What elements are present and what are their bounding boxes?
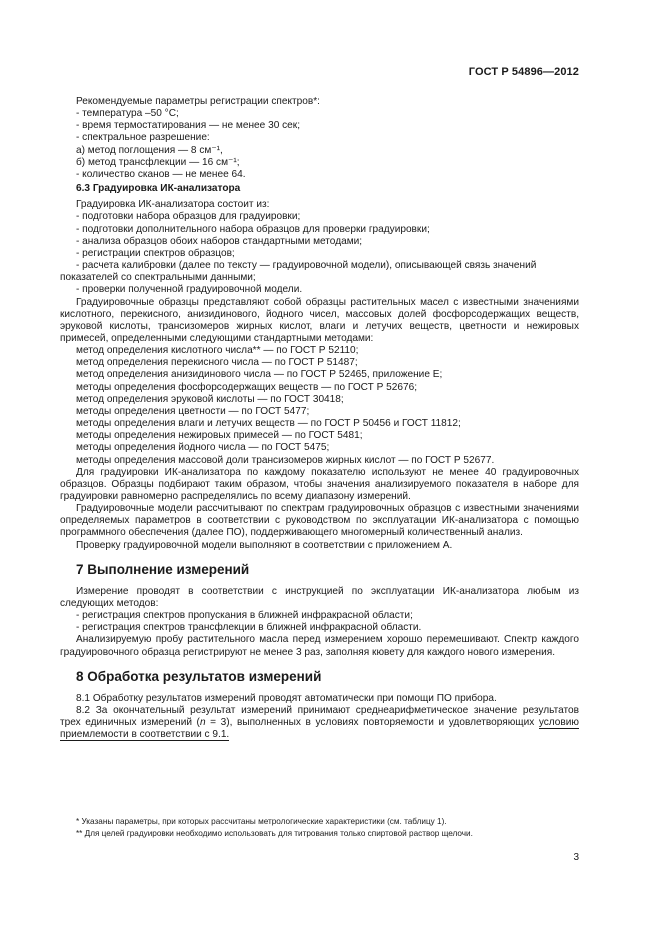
standard-methods-list — [60, 345, 579, 467]
calibration-step-item: - регистрации спектров образцов; — [76, 247, 235, 259]
footnote-2: ** Для целей градуировки необходимо использовать для титрования только спиртовой раствор щелочи. — [76, 828, 473, 838]
paragraph-8-2-n: n — [199, 717, 206, 729]
params-item: б) метод трансфлекции — 16 см⁻¹; — [76, 156, 240, 168]
standard-method-item: методы определения нежировых примесей — по ГОСТ 5481; — [76, 430, 363, 442]
paragraph-8-1: 8.1 Обработку результатов измерений проводят автоматически при помощи ПО прибора. — [76, 692, 497, 704]
calibration-step-item: - проверки полученной градуировочной модели. — [76, 284, 303, 296]
measurement-method-item: - регистрация спектров пропускания в ближней инфракрасной области; — [76, 610, 413, 622]
section-7-intro: Измерение проводят в соответствии с инструкцией по эксплуатации ИК-анализатора любым из следующих методов: — [60, 585, 579, 609]
calibration-samples-paragraph: Градуировочные образцы представляют собой образцы растительных масел с известными значениями кислотного, перекисного, анизидинового, йодного чисел, массовых долей фосфорсодержащих веществ, эруковой кислоты, трансизомеров жирных кислот, влаги и летучих веществ, цветности и нежировых примесей, определенными следующими стандартными методами: — [60, 296, 579, 344]
document-code: ГОСТ Р 54896—2012 — [468, 66, 579, 78]
section-6-3-intro: Градуировка ИК-анализатора состоит из: — [76, 199, 270, 211]
footnotes — [60, 816, 579, 839]
standard-method-item: метод определения эруковой кислоты — по ГОСТ 30418; — [76, 393, 344, 405]
calibration-steps-list — [60, 211, 579, 296]
paragraph-8-2 — [60, 705, 579, 741]
paragraph-8-2-part-a: 8.2 За окончательный результат измерений принимают среднеарифметическое значение результатов трех единичных измерений ( — [60, 704, 579, 729]
params-item: - температура –50 °С; — [76, 108, 179, 120]
calibration-step-item: - расчета калибровки (далее по тексту — градуировочной модели), описывающей связь значений показателей со спектральными данными; — [60, 260, 537, 284]
paragraph-8-2-part-c: условию приемлемости в соответствии с 9.1. — [60, 717, 579, 741]
calibration-models-paragraph: Градуировочные модели рассчитывают по спектрам градуировочных образцов с известными значениями определяемых параметров в соответствии с руководством по эксплуатации ИК-анализатора с помощью программного обеспечения (далее ПО), поддерживающего многомерный количественный анализ. — [60, 503, 579, 539]
calibration-step-item: - подготовки дополнительного набора образцов для проверки градуировки; — [76, 223, 430, 235]
params-title: Рекомендуемые параметры регистрации спектров*: — [76, 96, 320, 107]
params-list — [60, 108, 579, 181]
calibration-step-item: - анализа образцов обоих наборов стандартными методами; — [76, 235, 363, 247]
measurement-method-item: - регистрация спектров трансфлекции в ближней инфракрасной области. — [76, 622, 422, 634]
standard-method-item: метод определения анизидинового числа — по ГОСТ Р 52465, приложение Е; — [76, 369, 443, 381]
standard-method-item: метод определения перекисного числа — по ГОСТ Р 51487; — [76, 357, 358, 369]
model-check-paragraph: Проверку градуировочной модели выполняют в соответствии с приложением А. — [76, 539, 453, 551]
standard-method-item: метод определения кислотного числа** — по ГОСТ Р 52110; — [76, 345, 359, 357]
page-body — [60, 96, 579, 741]
page-number: 3 — [573, 852, 579, 863]
params-item: а) метод поглощения — 8 см⁻¹, — [76, 144, 223, 156]
section-6-3-title: 6.3 Градуировка ИК-анализатора — [76, 183, 241, 195]
standard-method-item: методы определения цветности — по ГОСТ 5477; — [76, 405, 310, 417]
standard-method-item: методы определения йодного числа — по ГОСТ 5475; — [76, 442, 330, 454]
standard-method-item: методы определения массовой доли трансизомеров жирных кислот — по ГОСТ Р 52677. — [76, 454, 495, 466]
calibration-step-item: - подготовки набора образцов для градуировки; — [76, 211, 301, 223]
sample-prep-paragraph: Анализируемую пробу растительного масла перед измерением хорошо перемешивают. Спектр каждого градуировочного образца регистрируют не менее 3 раз, заполняя кювету для каждого нового измерения. — [60, 634, 579, 658]
standard-method-item: методы определения фосфорсодержащих веществ — по ГОСТ Р 52676; — [76, 381, 418, 393]
footnote-1: * Указаны параметры, при которых рассчитаны метрологические характеристики (см. таблицу 1). — [76, 817, 447, 826]
measurement-methods-list — [60, 610, 579, 634]
section-8-title: 8 Обработка результатов измерений — [76, 668, 322, 684]
params-item: - спектральное разрешение: — [76, 132, 210, 144]
section-7-title: 7 Выполнение измерений — [76, 561, 250, 577]
standard-method-item: методы определения влаги и летучих веществ — по ГОСТ Р 50456 и ГОСТ 11812; — [76, 418, 461, 430]
params-item: - количество сканов — не менее 64. — [76, 168, 246, 180]
paragraph-8-2-part-b: = 3), выполненных в условиях повторяемости и удовлетворяющих — [205, 717, 539, 729]
calibration-count-paragraph: Для градуировки ИК-анализатора по каждому показателю используют не менее 40 градуировочных образцов. Образцы подбирают таким образом, чтобы значения анализируемого показателя в наборе для градуировки равномерно распределялись по всему диапазону измерений. — [60, 466, 579, 502]
params-item: - время термостатирования — не менее 30 сек; — [76, 120, 300, 132]
